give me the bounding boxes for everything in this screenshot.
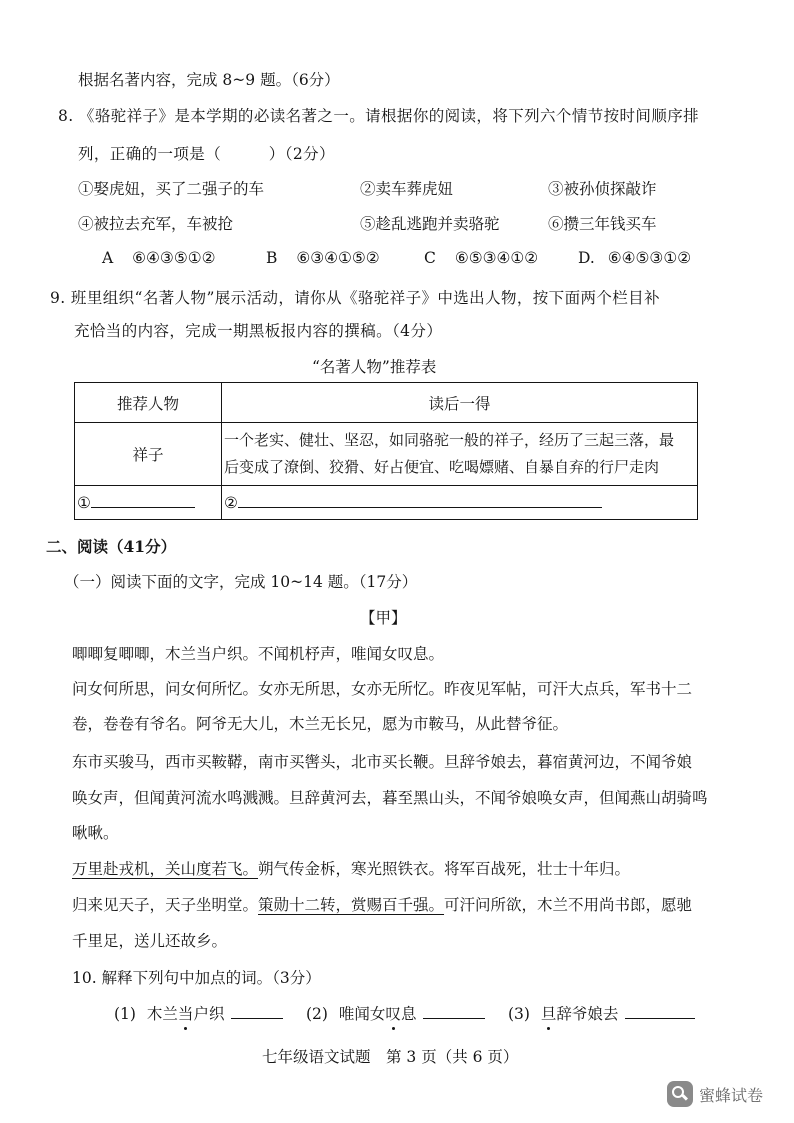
- item-text: 辞爷娘去: [556, 1005, 619, 1023]
- passage-line: [72, 857, 630, 879]
- table-cell-xiangzi-reflection: [222, 423, 698, 486]
- plain-text: 可汗问所欲，木兰不用尚书郎，愿驰: [444, 896, 693, 914]
- section-heading: 二、阅读（41分）: [46, 537, 177, 556]
- q8-event-6: ⑥攒三年钱买车: [548, 215, 657, 233]
- choice-letter: D.: [578, 249, 595, 267]
- answer-blank[interactable]: [423, 1004, 485, 1019]
- choice-sequence: ⑥③④①⑤②: [296, 249, 380, 267]
- table-title: “名著人物”推荐表: [312, 358, 437, 376]
- reflection-line: 一个老实、健壮、坚忍，如同骆驼一般的祥子，经历了三起三落，最: [224, 431, 675, 449]
- answer-blank[interactable]: [231, 1004, 283, 1019]
- passage-line: [72, 893, 692, 915]
- q8-event-5: ⑤趁乱逃跑并卖骆驼: [360, 215, 500, 233]
- item-text: 木兰: [146, 1005, 178, 1023]
- reflection-line: 后变成了潦倒、狡猾、好占便宜、吃喝嫖赌、自暴自弃的行尸走肉: [224, 458, 660, 476]
- q9-stem-line1: 9. 班里组织“名著人物”展示活动，请你从《骆驼祥子》中选出人物，按下面两个栏目补: [50, 289, 660, 307]
- search-logo-icon: [667, 1081, 693, 1107]
- choice-letter: A: [102, 249, 114, 267]
- choice-letter: C: [424, 249, 436, 267]
- dotted-word: 当: [177, 1005, 194, 1023]
- table-cell-blank-reflection: [222, 486, 698, 520]
- blank-marker: ①: [77, 494, 91, 512]
- plain-text: 朔气传金柝，寒光照铁衣。将军百战死，壮士十年归。: [258, 860, 631, 878]
- answer-blank[interactable]: [238, 493, 602, 508]
- item-number: (1): [114, 1005, 136, 1023]
- q8-event-4: ④被拉去充军，车被抢: [78, 215, 234, 233]
- passage-line: 东市买骏马，西市买鞍鞯，南市买辔头，北市买长鞭。旦辞爷娘去，暮宿黄河边，不闻爷娘: [72, 753, 693, 771]
- q8-choice-d: [578, 249, 691, 267]
- passage-line: 千里足，送儿还故乡。: [72, 932, 228, 950]
- watermark: [667, 1081, 763, 1107]
- watermark-text: 蜜蜂试卷: [699, 1085, 764, 1105]
- choice-sequence: ⑥⑤③④①②: [454, 249, 539, 267]
- q9-stem-line2: 充恰当的内容，完成一期黑板报内容的撰稿。（4分）: [74, 322, 443, 340]
- reading-part-heading: （一）阅读下面的文字，完成 10~14 题。（17分）: [64, 573, 418, 591]
- q8-choice-b: [266, 249, 380, 267]
- passage-line: 唤女声，但闻黄河流水鸣溅溅。旦辞黄河去，暮至黑山头，不闻爷娘唤女声，但闻燕山胡骑鸣: [72, 789, 708, 807]
- q10-item-1: [114, 1002, 283, 1024]
- q8-event-1: ①娶虎妞，买了二强子的车: [78, 180, 265, 198]
- item-text: 息: [400, 1005, 417, 1023]
- choice-letter: B: [266, 249, 278, 267]
- q8-stem-line2: 列，正确的一项是（ ）（2分）: [78, 145, 335, 163]
- item-text: 唯闻女: [338, 1005, 386, 1023]
- choice-sequence: ⑥④⑤③①②: [607, 249, 692, 267]
- q8-choice-c: [424, 249, 538, 267]
- q10-stem: 10. 解释下列句中加点的词。（3分）: [72, 969, 321, 987]
- q8-stem-line1: 8. 《骆驼祥子》是本学期的必读名著之一。请根据你的阅读，将下列六个情节按时间顺序排: [58, 107, 700, 125]
- table-header-reflection: 读后一得: [222, 383, 698, 423]
- dotted-word: 旦: [540, 1005, 557, 1023]
- dotted-word: 叹: [385, 1005, 401, 1023]
- intro-line: 根据名著内容，完成 8~9 题。（6分）: [78, 71, 340, 89]
- underlined-sentence: 万里赴戎机，关山度若飞。: [72, 860, 259, 878]
- choice-sequence: ⑥④③⑤①②: [132, 249, 216, 267]
- answer-blank[interactable]: [625, 1004, 695, 1019]
- passage-line: 唧唧复唧唧，木兰当户织。不闻机杼声，唯闻女叹息。: [72, 645, 445, 663]
- item-number: (3): [508, 1005, 530, 1023]
- passage-line: 啾啾。: [72, 824, 119, 842]
- q10-item-2: [306, 1002, 485, 1024]
- q8-event-2: ②卖车葬虎妞: [360, 180, 454, 198]
- passage-label: 【甲】: [360, 609, 407, 627]
- item-number: (2): [306, 1005, 328, 1023]
- answer-blank[interactable]: [91, 493, 195, 508]
- passage-line: 问女何所思，问女何所忆。女亦无所思，女亦无所忆。昨夜见军帖，可汗大点兵，军书十二: [72, 680, 693, 698]
- q8-choice-a: [102, 249, 216, 267]
- passage-line: 卷，卷卷有爷名。阿爷无大儿，木兰无长兄，愿为市鞍马，从此替爷征。: [72, 715, 569, 733]
- table-header-character: 推荐人物: [75, 383, 222, 423]
- table-cell-xiangzi: 祥子: [75, 423, 222, 486]
- q10-item-3: [508, 1002, 695, 1024]
- item-text: 户织: [193, 1005, 225, 1023]
- underlined-sentence: 策勋十二转，赏赐百千强。: [258, 896, 445, 914]
- table-cell-blank-character: [75, 486, 222, 520]
- q8-event-3: ③被孙侦探敲诈: [548, 180, 657, 198]
- blank-marker: ②: [224, 494, 238, 512]
- page-footer: 七年级语文试题 第 3 页（共 6 页）: [262, 1048, 519, 1066]
- plain-text: 归来见天子，天子坐明堂。: [72, 896, 259, 914]
- recommendation-table: [74, 382, 698, 520]
